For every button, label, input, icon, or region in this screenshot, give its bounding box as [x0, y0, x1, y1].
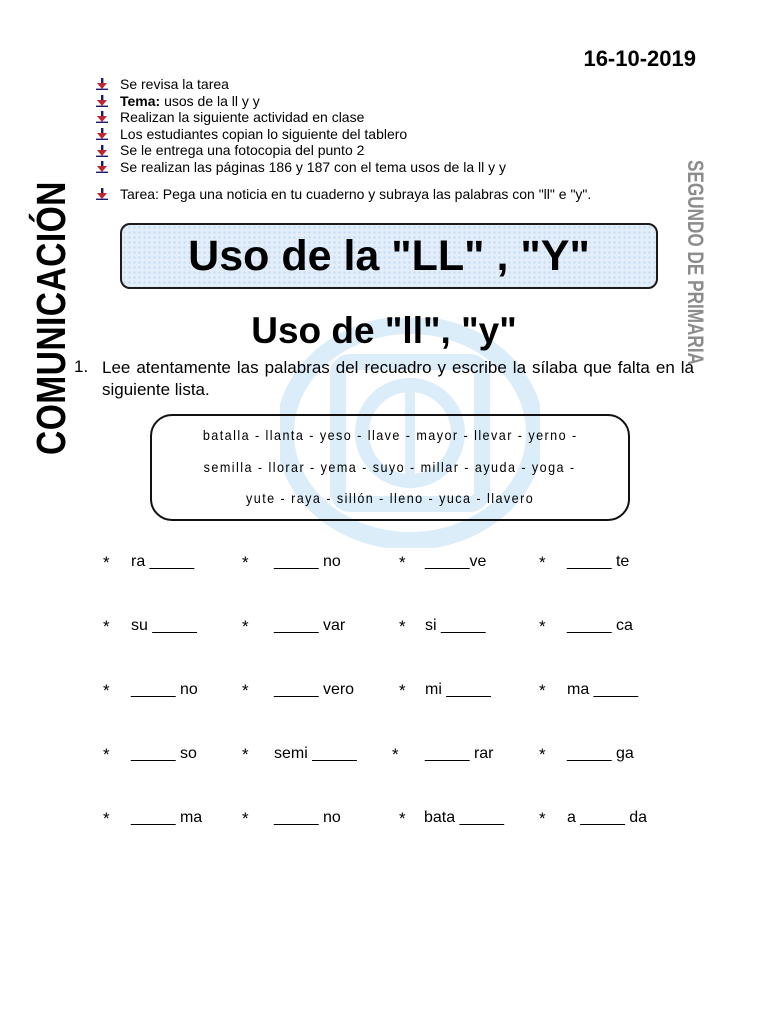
question-text: Lee atentamente las palabras del recuadro y escribe la sílaba que falta en la siguiente lista.: [102, 358, 694, 399]
fill-blank-item: a _____ da: [567, 809, 648, 826]
asterisk: *: [539, 617, 546, 636]
list-item: [96, 142, 696, 159]
fill-blank-item: _____ te: [567, 553, 630, 570]
fill-blank-item: _____ ca: [567, 617, 633, 634]
exercise-grid: [0, 553, 768, 873]
exercise-row: [0, 617, 768, 681]
asterisk: *: [242, 745, 249, 764]
list-item-text: Se le entrega una fotocopia del punto 2: [120, 142, 365, 159]
exercise-row: [0, 745, 768, 809]
activity-checklist: [96, 76, 696, 202]
list-item: [96, 109, 696, 126]
arrow-down-bullet-icon: [96, 95, 108, 107]
list-item-label: Tema:: [120, 92, 161, 109]
exercise-row: [0, 553, 768, 617]
fill-blank-item: su _____: [131, 617, 197, 634]
date: 16-10-2019: [583, 46, 696, 71]
asterisk: *: [399, 681, 406, 700]
fill-blank-item: bata _____: [424, 809, 505, 826]
asterisk: *: [242, 553, 249, 572]
list-item-text: Los estudiantes copian lo siguiente del tablero: [120, 125, 408, 142]
asterisk: *: [103, 553, 110, 572]
word-box: [150, 414, 630, 521]
asterisk: *: [103, 681, 110, 700]
asterisk: *: [103, 809, 110, 828]
asterisk: *: [399, 809, 406, 828]
fill-blank-item: _____ no: [131, 681, 198, 698]
asterisk: *: [242, 809, 249, 828]
fill-blank-item: _____ var: [274, 617, 346, 634]
word-box-line: yute - raya - sillón - lleno - yuca - llavero: [245, 490, 535, 507]
word-box-line: batalla - llanta - yeso - llave - mayor - llevar - yerno -: [202, 427, 578, 444]
list-item: [96, 93, 696, 110]
asterisk: *: [399, 553, 406, 572]
fill-blank-item: _____ ma: [131, 809, 203, 826]
fill-blank-item: _____ ga: [567, 745, 634, 762]
asterisk: *: [539, 809, 546, 828]
arrow-down-bullet-icon: [96, 188, 108, 200]
arrow-down-bullet-icon: [96, 161, 108, 173]
list-item: [96, 159, 696, 176]
arrow-down-bullet-icon: [96, 111, 108, 123]
list-item: [96, 126, 696, 143]
fill-blank-item: _____ so: [131, 745, 197, 762]
fill-blank-item: ma _____: [567, 681, 639, 698]
arrow-down-bullet-icon: [96, 78, 108, 90]
fill-blank-item: _____ no: [274, 809, 341, 826]
list-item: [96, 76, 696, 93]
fill-blank-item: mi _____: [425, 681, 491, 698]
fill-blank-item: ra _____: [131, 553, 195, 570]
asterisk: *: [103, 745, 110, 764]
list-item-text: Se realizan las páginas 186 y 187 con el tema usos de la ll y y: [120, 158, 507, 175]
list-item-text: Realizan la siguiente actividad en clase: [120, 109, 365, 126]
asterisk: *: [539, 553, 546, 572]
fill-blank-item: _____ rar: [425, 745, 494, 762]
fill-blank-item: _____ vero: [274, 681, 355, 698]
word-box-line: semilla - llorar - yema - suyo - millar - ayuda - yoga -: [204, 458, 576, 475]
arrow-down-bullet-icon: [96, 145, 108, 157]
exercise-row: [0, 809, 768, 873]
fill-blank-item: si _____: [425, 617, 486, 634]
asterisk: *: [539, 681, 546, 700]
asterisk: *: [242, 617, 249, 636]
section-subtitle: Uso de "ll", "y": [251, 310, 517, 351]
asterisk: *: [392, 745, 399, 764]
page-title: Uso de la "LL" , "Y": [120, 223, 658, 289]
asterisk: *: [242, 681, 249, 700]
exercise-row: [0, 681, 768, 745]
question-number: 1.: [74, 357, 89, 376]
subject-label: COMUNICACIÓN: [28, 181, 74, 455]
list-item-text: usos de la ll y y: [160, 92, 260, 109]
asterisk: *: [539, 745, 546, 764]
fill-blank-item: semi _____: [274, 745, 357, 762]
list-item-text: Se revisa la tarea: [120, 76, 229, 92]
arrow-down-bullet-icon: [96, 128, 108, 140]
list-item: [96, 186, 696, 203]
fill-blank-item: _____ no: [274, 553, 341, 570]
grade-label: SEGUNDO DE PRIMARIA: [683, 160, 708, 365]
asterisk: *: [103, 617, 110, 636]
fill-blank-item: _____ve: [425, 553, 487, 570]
list-item-text: Tarea: Pega una noticia en tu cuaderno y subraya las palabras con "ll" e "y".: [120, 185, 592, 202]
asterisk: *: [399, 617, 406, 636]
